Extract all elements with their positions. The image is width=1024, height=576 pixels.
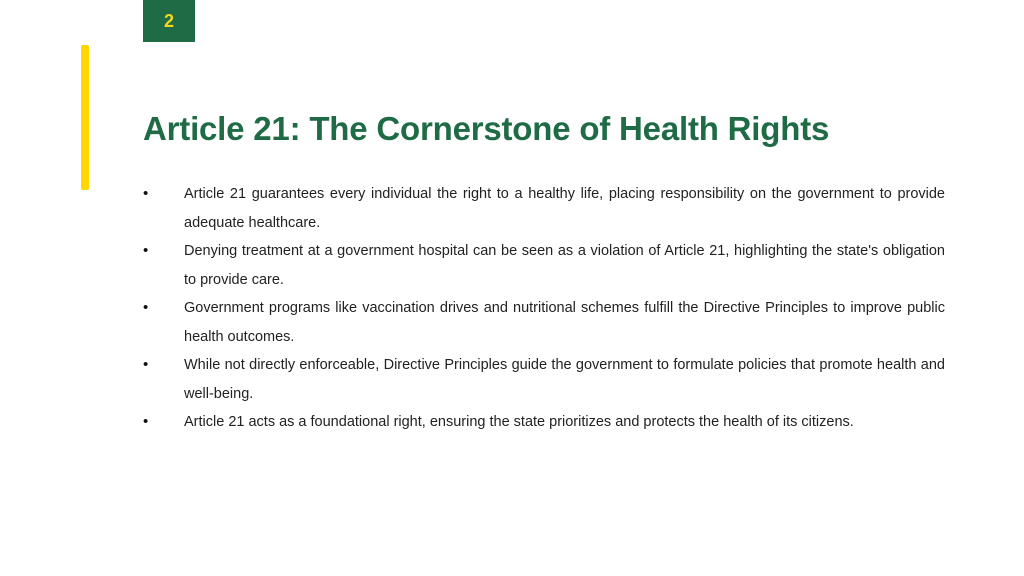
- bullet-text: Denying treatment at a government hospital can be seen as a violation of Article 21, highlighting the state's obligation to provide care.: [184, 243, 945, 288]
- bullet-item: [143, 408, 945, 437]
- bullet-item: [143, 237, 945, 294]
- bullet-text: While not directly enforceable, Directive Principles guide the government to formulate policies that promote health and well-being.: [184, 357, 945, 402]
- bullet-marker: •: [143, 242, 149, 259]
- slide-title: Article 21: The Cornerstone of Health Rights: [143, 110, 830, 147]
- page-number: 2: [163, 10, 174, 31]
- bullet-item: [143, 351, 945, 408]
- bullet-marker: •: [143, 185, 149, 202]
- accent-bar: [81, 45, 89, 190]
- bullet-item: [143, 294, 945, 351]
- bullet-marker: •: [143, 413, 149, 430]
- bullet-text: Government programs like vaccination drives and nutritional schemes fulfill the Directive Principles to improve public health outcomes.: [184, 300, 945, 345]
- bullet-list: [143, 180, 945, 437]
- bullet-marker: •: [143, 299, 149, 316]
- bullet-item: [143, 180, 945, 237]
- bullet-marker: •: [143, 356, 149, 373]
- bullet-text: Article 21 guarantees every individual the right to a healthy life, placing responsibility on the government to provide adequate healthcare.: [184, 186, 945, 231]
- bullet-text: Article 21 acts as a foundational right, ensuring the state prioritizes and protects the health of its citizens.: [184, 414, 854, 430]
- page-number-badge: [143, 0, 195, 42]
